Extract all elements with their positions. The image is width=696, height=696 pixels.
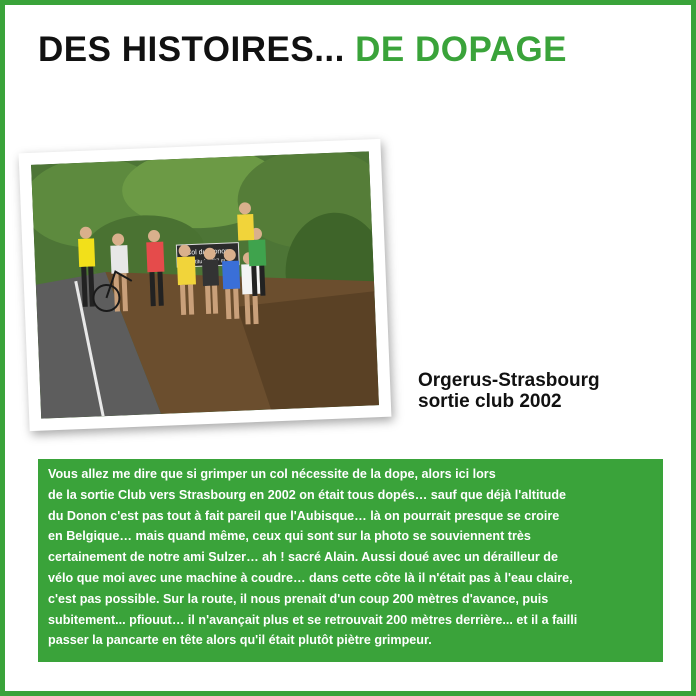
title-part-black: DES HISTOIRES...	[38, 30, 356, 69]
story-line: de la sortie Club vers Strasbourg en 2002 on était tous dopés… sauf que déjà l'altitude	[48, 487, 567, 502]
story-line: subitement... pfiouut… il n'avançait plus et se retrouvait 200 mètres derrière... et il a failli	[48, 612, 578, 627]
photo-caption	[418, 370, 600, 412]
story-line: en Belgique… mais quand même, ceux qui sont sur la photo se souviennent très	[48, 529, 531, 544]
sign-text-line2: altitude m	[190, 258, 226, 266]
story-line: c'est pas possible. Sur la route, il nous prenait d'un coup 200 mètres d'avance, puis	[48, 591, 549, 606]
story-line: Vous allez me dire que si grimper un col nécessite de la dope, alors ici lors	[48, 467, 496, 481]
sign-text-line1: Col du Donon	[186, 248, 230, 257]
story-line: passer la pancarte en tête alors qu'il était plutôt piètre grimpeur.	[48, 633, 432, 648]
group-photo-illustration	[31, 151, 379, 418]
story-box	[38, 459, 663, 662]
caption-line-2: sortie club 2002	[418, 391, 562, 412]
photo-card	[19, 139, 392, 431]
caption-line-1: Orgerus-Strasbourg	[418, 370, 600, 391]
title-part-green: DE DOPAGE	[355, 30, 568, 69]
story-line: du Donon c'est pas tout à fait pareil que l'Aubisque… là on pourrait presque se croire	[48, 508, 560, 523]
page-title	[38, 28, 567, 72]
story-paragraph	[48, 464, 653, 651]
story-line: certainement de notre ami Sulzer… ah ! sacré Alain. Aussi doué avec un dérailleur de	[48, 550, 558, 565]
group-photo	[31, 151, 379, 418]
story-line: vélo que moi avec une machine à coudre… dans cette côte là il n'était pas à l'eau claire,	[48, 570, 573, 585]
